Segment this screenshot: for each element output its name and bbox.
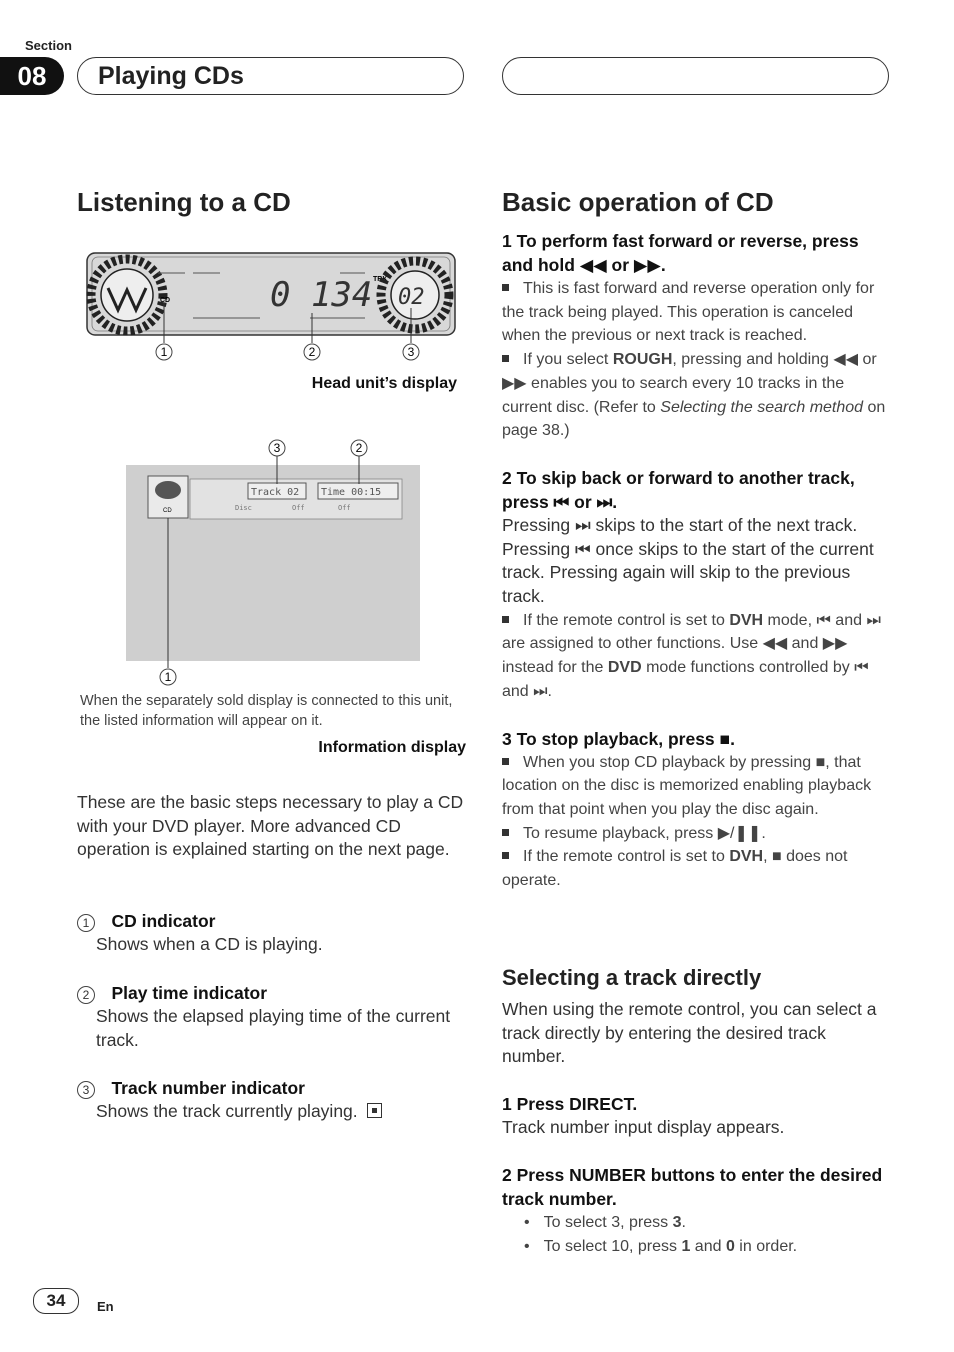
page-number: 34 xyxy=(33,1288,79,1314)
info-callout-2: 2 xyxy=(355,441,363,455)
info-time-box: Time 00:15 xyxy=(321,487,382,498)
section-label: Section xyxy=(25,38,72,53)
callout-1: 1 xyxy=(160,345,168,359)
item-track-number xyxy=(77,1076,467,1124)
bullet-square-icon xyxy=(502,616,509,623)
step3-bullet2: To resume playback, press ▶/❚❚. xyxy=(502,822,890,846)
step1-bullet1: This is fast forward and reverse operation only for the track being played. This operation is canceled when the previous or next track is reached. xyxy=(502,280,875,345)
language-label: En xyxy=(97,1299,114,1314)
s1-title: 1 Press DIRECT. xyxy=(502,1094,638,1115)
callout-3: 3 xyxy=(407,345,415,359)
selecting-track-section xyxy=(502,998,890,1259)
step1-title: 1 To perform fast forward or reverse, press and hold ◀◀ or ▶▶. xyxy=(502,231,859,275)
bullet-square-icon xyxy=(502,829,509,836)
basic-operation-heading: Basic operation of CD xyxy=(502,187,774,217)
indicator-list xyxy=(77,909,467,1124)
information-display xyxy=(120,434,430,694)
s2-bullet1: • To select 3, press 3. xyxy=(524,1213,686,1231)
section-number: 08 xyxy=(0,57,64,95)
item-num: 3 xyxy=(77,1081,95,1099)
item-num: 1 xyxy=(77,914,95,932)
empty-header-pill xyxy=(502,57,889,95)
end-mark-icon xyxy=(367,1103,382,1118)
info-disc-label: Disc xyxy=(235,504,252,512)
step2-bullet1: If the remote control is set to DVH mode, ⏮ and ⏭ are assigned to other functions. Use ◀◀ and ▶▶ instead for the DVD mode functions controlled by ⏮ and ⏭. xyxy=(502,611,881,700)
info-callout-3: 3 xyxy=(273,441,281,455)
bullet-square-icon xyxy=(502,852,509,859)
step3-bullet1: When you stop CD playback by pressing ■, that location on the disc is memorized enabling playback from that point when you play the disc again. xyxy=(502,753,872,818)
info-track-box: Track 02 xyxy=(251,487,300,498)
item-title: Play time indicator xyxy=(111,983,268,1003)
play-time-digits: 0 134 xyxy=(270,275,373,315)
head-unit-caption: Head unit’s display xyxy=(311,375,457,392)
head-unit-display xyxy=(80,248,466,368)
info-off-2: Off xyxy=(338,504,351,512)
bullet-square-icon xyxy=(502,758,509,765)
s2-bullet2: • To select 10, press 1 and 0 in order. xyxy=(524,1237,798,1255)
item-desc: Shows the elapsed playing time of the current track. xyxy=(96,1006,451,1050)
item-play-time xyxy=(77,981,467,1076)
info-callout-1: 1 xyxy=(164,670,172,684)
cd-label: CD xyxy=(160,297,171,304)
s1-text: Track number input display appears. xyxy=(502,1117,785,1138)
s2-title: 2 Press NUMBER buttons to enter the desired track number. xyxy=(502,1164,883,1209)
step3-bullet3: If the remote control is set to DVH, ■ does not operate. xyxy=(502,848,848,890)
item-desc: Shows when a CD is playing. xyxy=(96,934,323,954)
intro-paragraph: These are the basic steps necessary to play a CD with your DVD player. More advanced CD operation is explained starting on the next page. xyxy=(77,792,464,860)
trk-label: TRK xyxy=(373,276,388,283)
step2-title: 2 To skip back or forward to another track, press ⏮ or ⏭. xyxy=(502,467,855,512)
callout-2: 2 xyxy=(308,345,316,359)
section-title: Playing CDs xyxy=(98,62,244,90)
bullet-square-icon xyxy=(502,284,509,291)
info-cd-label: CD xyxy=(163,508,172,514)
cd-wheel-left xyxy=(91,259,163,331)
step2-text: Pressing ⏭ skips to the start of the next track. Pressing ⏮ once skips to the start of the current track. Pressing again will skip to the previous track. xyxy=(502,514,874,607)
selecting-intro: When using the remote control, you can select a track directly by entering the desired track number. xyxy=(502,999,877,1067)
step3-title: 3 To stop playback, press ■. xyxy=(502,728,735,749)
section-title-pill xyxy=(77,57,464,95)
item-desc: Shows the track currently playing. xyxy=(96,1101,358,1121)
basic-operation-steps xyxy=(502,229,890,893)
step1-bullet2: If you select ROUGH, pressing and holding ◀◀ or ▶▶ enables you to search every 10 tracks in the current disc. (Refer to Selecting the search method on page 38.) xyxy=(502,351,886,440)
item-title: Track number indicator xyxy=(111,1078,305,1098)
selecting-track-heading: Selecting a track directly xyxy=(502,965,762,990)
listening-heading: Listening to a CD xyxy=(77,187,291,217)
bullet-square-icon xyxy=(502,355,509,362)
item-num: 2 xyxy=(77,986,95,1004)
info-off-1: Off xyxy=(292,504,305,512)
info-display-caption: Information display xyxy=(318,739,466,756)
track-digits: 02 xyxy=(398,285,425,310)
item-title: CD indicator xyxy=(111,911,216,931)
info-display-note: When the separately sold display is connected to this unit, the listed information will appear on it. xyxy=(80,693,453,729)
item-cd-indicator xyxy=(77,909,467,981)
